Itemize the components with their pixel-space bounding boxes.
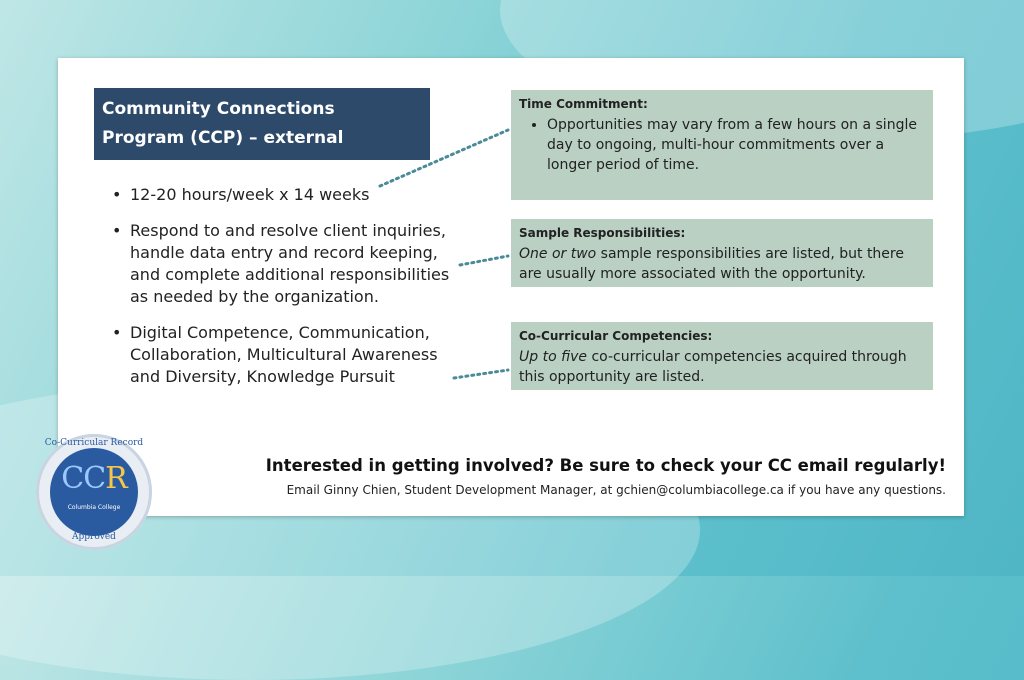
time-commitment-heading: Time Commitment: — [519, 97, 648, 111]
badge-letters-cc: CC — [61, 461, 106, 496]
sample-responsibilities-heading: Sample Responsibilities: — [519, 226, 686, 240]
sample-responsibilities-emphasis: One or two — [519, 246, 597, 262]
slide-card — [58, 58, 964, 516]
sample-responsibilities-rest: sample responsibilities are listed, but there are usually more associated with the opportunity. — [519, 246, 904, 282]
list-item-responsibilities: • Respond to and resolve client inquiries, handle data entry and record keeping, and complete additional responsibilities as needed by the organization. — [110, 220, 470, 308]
badge-top-text: Co-Curricular Record — [44, 438, 144, 448]
competencies-emphasis: Up to five — [519, 349, 588, 365]
time-commitment-bullet: • Opportunities may vary from a few hours on a single day to ongoing, multi-hour commitments over a longer period of time. — [547, 115, 925, 175]
ccr-approved-badge — [36, 434, 152, 550]
badge-letters-r: R — [105, 461, 127, 496]
call-to-action: Interested in getting involved? Be sure to check your CC email regularly! — [265, 456, 946, 475]
contact-info: Email Ginny Chien, Student Development Manager, at gchien@columbiacollege.ca if you have any questions. — [286, 483, 946, 497]
competencies-heading: Co-Curricular Competencies: — [519, 329, 713, 343]
dotted-connectors — [58, 58, 964, 516]
connector-time — [380, 130, 508, 186]
badge-college-text: Columbia College — [67, 504, 121, 511]
list-item-hours: • 12-20 hours/week x 14 weeks — [110, 184, 470, 206]
connector-competencies — [454, 370, 508, 378]
competencies-rest: co-curricular competencies acquired through this opportunity are listed. — [519, 349, 907, 385]
badge-letters — [36, 461, 152, 496]
program-title-text: Community Connections Program (CCP) – external — [102, 99, 344, 148]
badge-bottom-text: Approved — [72, 532, 116, 542]
connector-responsibilities — [460, 256, 508, 265]
list-item-competencies: • Digital Competence, Communication, Collaboration, Multicultural Awareness and Diversity, Knowledge Pursuit — [110, 322, 470, 388]
